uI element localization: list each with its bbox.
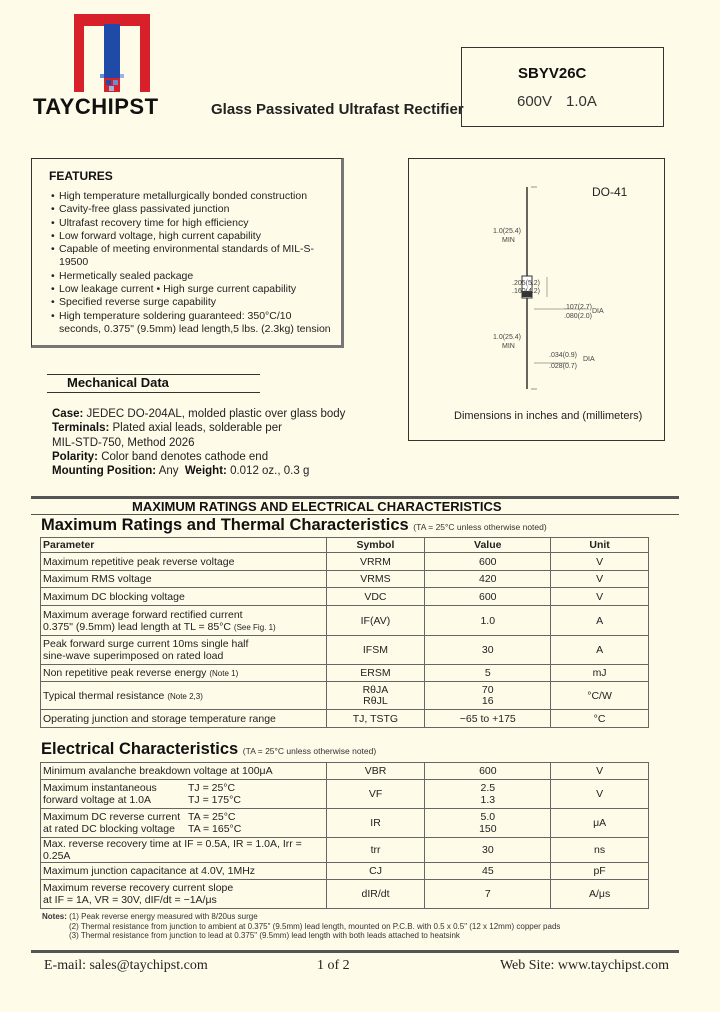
polarity-line: Polarity: Color band denotes cathode end [52,450,269,463]
table-row: Maximum repetitive peak reverse voltage VRRM 600 V [41,553,649,571]
electrical-table [40,762,649,909]
mounting-line: Mounting Position: Any Weight: 0.012 oz., 0.3 g [52,465,310,478]
table-row: Maximum instantaneous TJ = 25°C forward voltage at 1.0A TJ = 175°C VF 2.5 1.3 V [41,780,649,809]
logo-pixel [113,80,118,85]
dim-label: .080(2.0) [564,313,593,320]
case-line: Case: JEDEC DO-204AL, molded plastic over glass body [52,408,346,420]
dim-label: .034(0.9) [549,352,578,359]
ratings-title: Maximum Ratings and Thermal Characteristics (TA = 25°C unless otherwise noted) [41,516,547,534]
logo-white-cut-right [120,26,140,92]
dim-label: DIA [592,308,604,315]
column-header: Parameter [41,538,327,553]
table-row: Maximum RMS voltage VRMS 420 V [41,571,649,588]
logo-pixel [109,86,114,91]
dim-label: .107(2.7) [564,304,593,311]
section-title: MAXIMUM RATINGS AND ELECTRICAL CHARACTERISTICS [132,499,502,514]
package-caption: Dimensions in inches and (millimeters) [454,410,643,422]
table-row: Maximum average forward rectified current 0.375" (9.5mm) lead length at TL = 85°C (See Fig. 1) IF(AV) 1.0 A [41,606,649,636]
part-rating [517,93,597,110]
footer [44,958,669,974]
column-header: Unit [551,538,649,553]
dim-label: DIA [583,356,595,363]
footer-website[interactable]: Web Site: www.taychipst.com [499,958,669,973]
table-row: Minimum avalanche breakdown voltage at 100μA VBR 600 V [41,763,649,780]
list-item: • High temperature metallurgically bonded construction [51,190,336,203]
table-row: Max. reverse recovery time at IF = 0.5A, IR = 1.0A, Irr = 0.25A trr 30 ns [41,838,649,863]
dim-label: .028(0.7) [549,363,578,370]
column-header: Value [425,538,551,553]
list-item: • Cavity-free glass passivated junction [51,203,336,216]
mechanical-title: Mechanical Data [67,375,169,390]
dim-label: .205(5.2) [512,280,541,287]
document-subtitle: Glass Passivated Ultrafast Rectifier [211,101,464,118]
logo-pixel [120,74,124,78]
table-row: Maximum DC blocking voltage VDC 600 V [41,588,649,606]
divider [47,392,260,393]
notes: Notes: (1) Peak reverse energy measured with 8/20us surge (2) Thermal resistance from junction to ambient at 0.375" (9.5mm) lead length, mounted on P.C.B. with 0.5 x 0.5" (12 x 12mm) copper pads (3) Thermal resistance from junction to lead at 0.375" (9.5mm) lead length with both leads attached to heatsink [42,912,561,940]
dim-label: 1.0(25.4) [493,334,522,341]
table-row: Peak forward surge current 10ms single half sine-wave superimposed on rated load IFSM 30 A [41,636,649,665]
list-item: • Hermetically sealed package [51,270,336,283]
do41-package-drawing [409,159,664,440]
divider [31,514,679,515]
list-item: • Ultrafast recovery time for high efficiency [51,217,336,230]
taychipst-logo [74,14,150,92]
electrical-title: Electrical Characteristics (TA = 25°C unless otherwise noted) [41,740,377,758]
list-item: • Capable of meeting environmental standards of MIL-S-19500 [51,243,321,270]
brand-name: TAYCHIPST [33,94,159,119]
terminals-line: Terminals: Plated axial leads, solderable per MIL-STD-750, Method 2026 [52,422,282,449]
table-row: Maximum junction capacitance at 4.0V, 1MHz CJ 45 pF [41,863,649,880]
logo-pixel [106,80,111,85]
mechanical-data [52,407,345,478]
dim-label: 1.0(25.4) [493,228,522,235]
ratings-table [40,537,649,728]
table-header-row [41,538,649,553]
list-item: • Specified reverse surge capability [51,296,336,309]
table-row: Operating junction and storage temperature range TJ, TSTG −65 to +175 °C [41,710,649,728]
rated-voltage: 600V [517,93,553,110]
table-row: Typical thermal resistance (Note 2,3) RθJA RθJL 70 16 °C/W [41,682,649,710]
part-number-box [461,47,664,127]
dim-label: MIN [502,343,515,350]
logo-white-cut-left [84,26,104,92]
table-row: Maximum reverse recovery current slope at IF = 1A, VR = 30V, dIF/dt = −1A/μs dIR/dt 7 A/μs [41,880,649,909]
rated-current: 1.0A [566,93,597,110]
list-item: • High temperature soldering guaranteed: 350°C/10 seconds, 0.375" (9.5mm) lead length,5 lbs. (2.3kg) tension [51,310,336,337]
table-row: Maximum DC reverse current TA = 25°C at rated DC blocking voltage TA = 165°C IR 5.0 150 μA [41,809,649,838]
logo-blue-bar [104,24,120,78]
dim-label: MIN [502,237,515,244]
features-list [51,190,336,336]
table-row: Non repetitive peak reverse energy (Note 1) ERSM 5 mJ [41,665,649,682]
footer-email[interactable]: E-mail: sales@taychipst.com [44,958,208,973]
dim-label: .160(4.2) [512,288,541,295]
package-name: DO-41 [592,185,628,199]
column-header: Symbol [326,538,425,553]
page-indicator: 1 of 2 [317,958,350,973]
logo-pixel [100,74,104,78]
list-item: • Low forward voltage, high current capability [51,230,336,243]
divider [31,950,679,953]
part-number: SBYV26C [518,65,587,82]
features-title: FEATURES [49,169,113,183]
list-item: • Low leakage current • High surge current capability [51,283,336,296]
